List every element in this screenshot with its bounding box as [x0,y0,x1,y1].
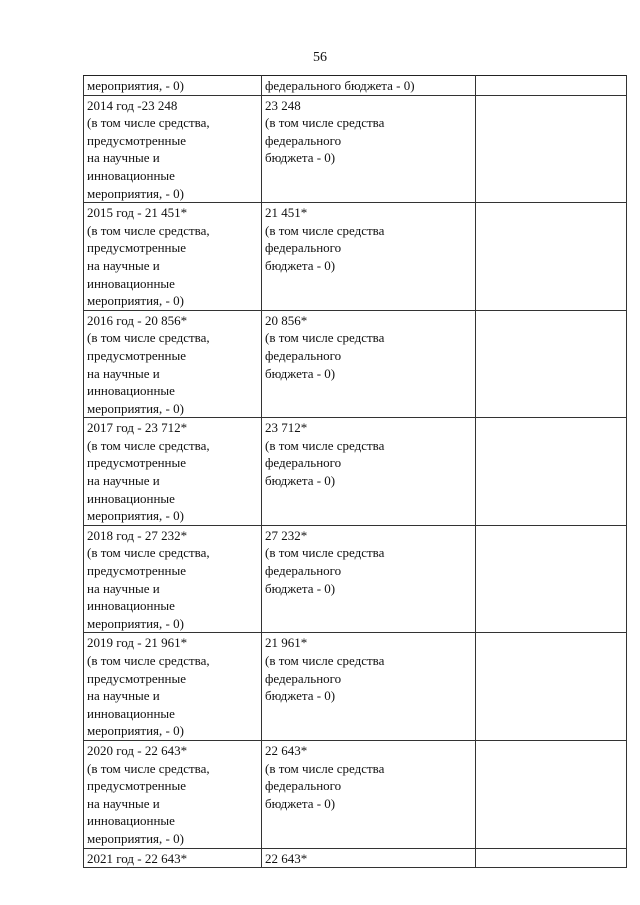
table-cell-extra [476,418,627,526]
cell-line: 2017 год - 23 712* [87,420,188,436]
cell-line: (в том числе средства [265,437,385,453]
cell-line: федерального [265,778,342,794]
cell-line: 2015 год - 21 451* [87,205,188,221]
table-cell-federal [262,310,476,418]
cell-line: (в том числе средства [265,222,385,238]
cell-line: бюджета - 0) [265,257,336,273]
table-cell-federal [262,95,476,203]
cell-line: мероприятия, - 0) [87,508,184,524]
cell-line: (в том числе средства [265,760,385,776]
cell-line: мероприятия, - 0) [87,293,184,309]
cell-line: предусмотренные [87,347,187,363]
cell-line: федерального [265,240,342,256]
table-cell-extra [476,740,627,848]
cell-line: предусмотренные [87,778,187,794]
table-cell-extra [476,310,627,418]
cell-line: 23 248 [265,97,301,113]
table-row [84,418,627,526]
cell-line: мероприятия, - 0) [87,723,184,739]
cell-line: (в том числе средства, [87,760,210,776]
table-cell-program [84,848,262,868]
cell-line: 2021 год - 22 643* [87,850,188,866]
cell-line: инновационные [87,490,175,506]
table-row [84,848,627,868]
cell-line: на научные и [87,150,160,166]
cell-line: федерального [265,347,342,363]
cell-line: 2018 год - 27 232* [87,527,188,543]
cell-line: 21 961* [265,635,308,651]
table-cell-federal [262,633,476,741]
cell-line: (в том числе средства, [87,653,210,668]
table-cell-federal: федерального бюджета - 0) [262,76,476,96]
table-row [84,525,627,633]
page-number: 56 [313,50,327,65]
cell-line: (в том числе средства [265,115,385,131]
cell-line: федерального [265,455,342,471]
cell-line: предусмотренные [87,455,187,471]
table-cell-program [84,740,262,848]
table-cell-federal [262,740,476,848]
cell-line: бюджета - 0) [265,580,336,596]
budget-table [83,75,627,868]
cell-line: на научные и [87,257,160,273]
cell-line: на научные и [87,580,160,596]
table-cell-extra [476,848,627,868]
cell-line: инновационные [87,167,175,183]
table-row [84,203,627,311]
table-cell-program: мероприятия, - 0) [84,76,262,96]
cell-line: бюджета - 0) [265,365,336,381]
cell-line: инновационные [87,598,175,614]
cell-line: мероприятия, - 0) [87,185,184,201]
cell-line: предусмотренные [87,563,187,579]
cell-line: (в том числе средства, [87,545,210,561]
cell-line: бюджета - 0) [265,473,336,489]
table-cell-federal [262,418,476,526]
cell-line: (в том числе средства, [87,437,210,453]
cell-line: инновационные [87,275,175,291]
table-row-continuation [84,76,627,96]
table-cell-extra [476,203,627,311]
cell-line: бюджета - 0) [265,795,336,811]
table-row [84,633,627,741]
cell-line: предусмотренные [87,670,187,686]
cell-line: инновационные [87,383,175,399]
table-row [84,740,627,848]
table-cell-program [84,418,262,526]
table-cell-program [84,95,262,203]
cell-line: на научные и [87,473,160,489]
table-cell-program [84,203,262,311]
cell-line: 2020 год - 22 643* [87,742,188,758]
cell-line: бюджета - 0) [265,688,336,704]
cell-line: федерального [265,563,342,579]
cell-line: 2019 год - 21 961* [87,635,188,651]
cell-line: (в том числе средства, [87,222,210,238]
table-cell-federal [262,525,476,633]
table-cell-extra [476,95,627,203]
cell-line: 2016 год - 20 856* [87,312,188,328]
cell-line: федерального [265,132,342,148]
cell-line: мероприятия, - 0) [87,615,184,631]
cell-line: федерального [265,670,342,686]
cell-line: на научные и [87,365,160,381]
cell-line: 23 712* [265,420,308,436]
cell-line: (в том числе средства [265,330,385,346]
cell-line: 27 232* [265,527,308,543]
cell-line: (в том числе средства, [87,330,210,346]
table-cell-extra [476,76,627,96]
cell-line: мероприятия, - 0) [87,400,184,416]
cell-line: на научные и [87,795,160,811]
table-row [84,310,627,418]
table-cell-program [84,633,262,741]
cell-line: на научные и [87,688,160,704]
table-cell-program [84,310,262,418]
cell-line: 2014 год -23 248 [87,97,178,113]
cell-line: (в том числе средства [265,545,385,561]
cell-line: инновационные [87,705,175,721]
table-cell-program [84,525,262,633]
cell-line: 22 643* [265,850,308,866]
cell-line: мероприятия, - 0) [87,830,184,846]
cell-line: (в том числе средства [265,653,385,668]
table-cell-federal [262,203,476,311]
table-cell-federal [262,848,476,868]
cell-line: (в том числе средства, [87,115,210,131]
cell-line: предусмотренные [87,240,187,256]
table-row [84,95,627,203]
cell-line: 20 856* [265,312,308,328]
cell-line: инновационные [87,813,175,829]
table-cell-extra [476,525,627,633]
table-cell-extra [476,633,627,741]
cell-line: 22 643* [265,742,308,758]
cell-line: предусмотренные [87,132,187,148]
cell-line: бюджета - 0) [265,150,336,166]
cell-line: 21 451* [265,205,308,221]
